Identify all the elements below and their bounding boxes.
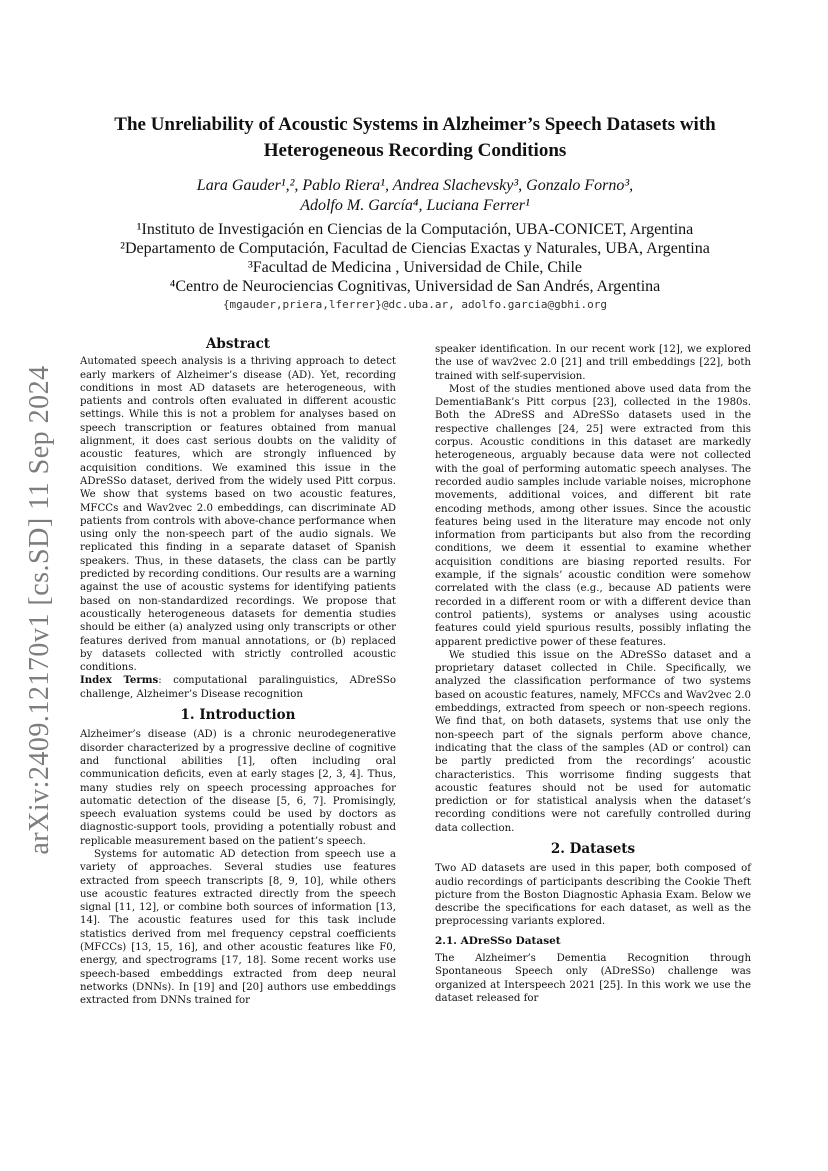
left-column [80, 338, 396, 1008]
affiliations [60, 220, 770, 296]
section-2-1-heading: 2.1. ADreSSo Dataset [435, 934, 561, 947]
section-1-heading: 1. Introduction [180, 707, 296, 724]
authors [90, 176, 740, 216]
authors-line-2: Adolfo M. García⁴, Luciana Ferrer¹ [300, 197, 530, 214]
index-terms-text: : computational paralinguistics, ADreSSo challenge, Alzheimer’s Disease recognition [80, 675, 396, 700]
arxiv-watermark: arXiv:2409.12170v1 [cs.SD] 11 Sep 2024 [24, 365, 55, 855]
affiliation-1: ¹Instituto de Investigación en Ciencias de la Computación, UBA-CONICET, Argentina [136, 221, 694, 238]
title-line-1: The Unreliability of Acoustic Systems in Alzheimer’s Speech Datasets with [114, 114, 716, 135]
intro-paragraph-1: Alzheimer’s disease (AD) is a chronic neurodegenerative disorder characterized by a progressive decline of cognitive and functional abilities [1], often including oral communication deficits, even at early stages [2, 3, 4]. Thus, many studies rely on speech processing approaches for automatic detection of the disease [5, 6, 7]. Promisingly, speech evaluation systems could be used by doctors as diagnostic-support tools, providing a potentially robust and replicable measurement based on the patient’s speech. [80, 729, 396, 847]
adresso-paragraph-1: The Alzheimer’s Dementia Recognition through Spontaneous Speech only (ADreSSo) challenge was organized at Interspeech 2021 [25]. In this work we use the dataset released for [435, 953, 751, 1004]
affiliation-2: ²Departamento de Computación, Facultad de Ciencias Exactas y Naturales, UBA, Argentina [120, 240, 710, 257]
intro-paragraph-5: We studied this issue on the ADreSSo dataset and a proprietary dataset collected in Chile. Specifically, we analyzed the classification performance of two systems based on acoustic features, namely, MFCCs and Wav2vec 2.0 embeddings, extracted from speech or non-speech regions. We find that, on both datasets, systems that use only the non-speech part of the signals perform above chance, indicating that the class of the samples (AD or control) can be partly predicted from the recordings’ acoustic characteristics. This worrisome finding suggests that acoustic features should not be used for automatic prediction or for statistical analysis when the dataset’s recording conditions were not carefully controlled during data collection. [435, 649, 751, 834]
index-terms [80, 674, 396, 701]
abstract-text: Automated speech analysis is a thriving approach to detect early markers of Alzheimer’s disease (AD). Yet, recording conditions in most AD datasets are heterogeneous, with patients and controls often evaluated in different acoustic settings. While this is not a problem for analyses based on speech transcription or features obtained from manual alignment, it does cast serious doubts on the validity of acoustic features, which are strongly influenced by acquisition conditions. We examined this issue in the ADreSSo dataset, derived from the widely used Pitt corpus. We show that systems based on two acoustic features, MFCCs and Wav2vec 2.0 embeddings, can discriminate AD patients from controls with above-chance performance when using only the non-speech part of the audio signals. We replicated this finding in a separate dataset of Spanish speakers. Thus, in these datasets, the class can be partly predicted by recording conditions. Our results are a warning against the use of acoustic systems for identifying patients based on non-standardized recordings. We propose that acoustically heterogeneous datasets for dementia studies should be either (a) analyzed using only transcripts or other features derived from manual annotations, or (b) replaced by datasets collected with strictly controlled acoustic conditions. [80, 356, 396, 674]
authors-line-1: Lara Gauder¹,², Pablo Riera¹, Andrea Slachevsky³, Gonzalo Forno³, [196, 177, 634, 194]
paper-title [90, 112, 740, 164]
abstract-heading: Abstract [205, 336, 271, 352]
right-column [435, 343, 751, 1005]
index-terms-label: Index Terms [80, 674, 159, 687]
intro-paragraph-3: speaker identification. In our recent work [12], we explored the use of wav2vec 2.0 [21] and trill embeddings [22], both trained with self-supervision. [435, 344, 751, 382]
section-2-heading: 2. Datasets [550, 840, 636, 857]
author-emails: {mgauder,priera,lferrer}@dc.uba.ar, adolfo.garcia@gbhi.org [222, 298, 608, 311]
intro-paragraph-2: Systems for automatic AD detection from speech use a variety of approaches. Several studies use features extracted from speech transcripts [8, 9, 10], while others use acoustic features extracted directly from the speech signal [11, 12], or combine both sources of information [13, 14]. The acoustic features used for this task include statistics derived from mel frequency cepstral coefficients (MFCCs) [13, 15, 16], and other acoustic features like F0, energy, and spectrograms [17, 18]. Some recent works use speech-based embeddings extracted from deep neural networks (DNNs). In [19] and [20] authors use embeddings extracted from DNNs trained for [80, 848, 396, 1007]
datasets-paragraph-1: Two AD datasets are used in this paper, both composed of audio recordings of participants describing the Cookie Theft picture from the Boston Diagnostic Aphasia Exam. Below we describe the specifications for each dataset, as well as the preprocessing variants explored. [435, 863, 751, 928]
title-line-2: Heterogeneous Recording Conditions [263, 140, 567, 161]
affiliation-3: ³Facultad de Medicina , Universidad de Chile, Chile [247, 259, 583, 276]
affiliation-4: ⁴Centro de Neurociencias Cognitivas, Universidad de San Andrés, Argentina [169, 278, 661, 295]
intro-paragraph-4: Most of the studies mentioned above used data from the DementiaBank’s Pitt corpus [23], collected in the 1980s. Both the ADreSS and ADreSSo datasets used in the respective challenges [24, 25] were extracted from this corpus. Acoustic conditions in this dataset are markedly heterogeneous, arguably because data were not collected with the goal of performing automatic speech analyses. The recorded audio samples include variable noises, microphone movements, additional voices, and different bit rate encoding methods, among other issues. Since the acoustic features being used in the literature may encode not only information from participants but also from the recording conditions, we deem it essential to examine whether acquisition conditions are biasing reported results. For example, if the signals’ acoustic condition were somehow correlated with the class (e.g., because AD patients were recorded in a different room or with a different device than control patients), systems or analyses using acoustic features could yield spurious results, possibly inflating the apparent predictive power of these features. [435, 383, 751, 648]
